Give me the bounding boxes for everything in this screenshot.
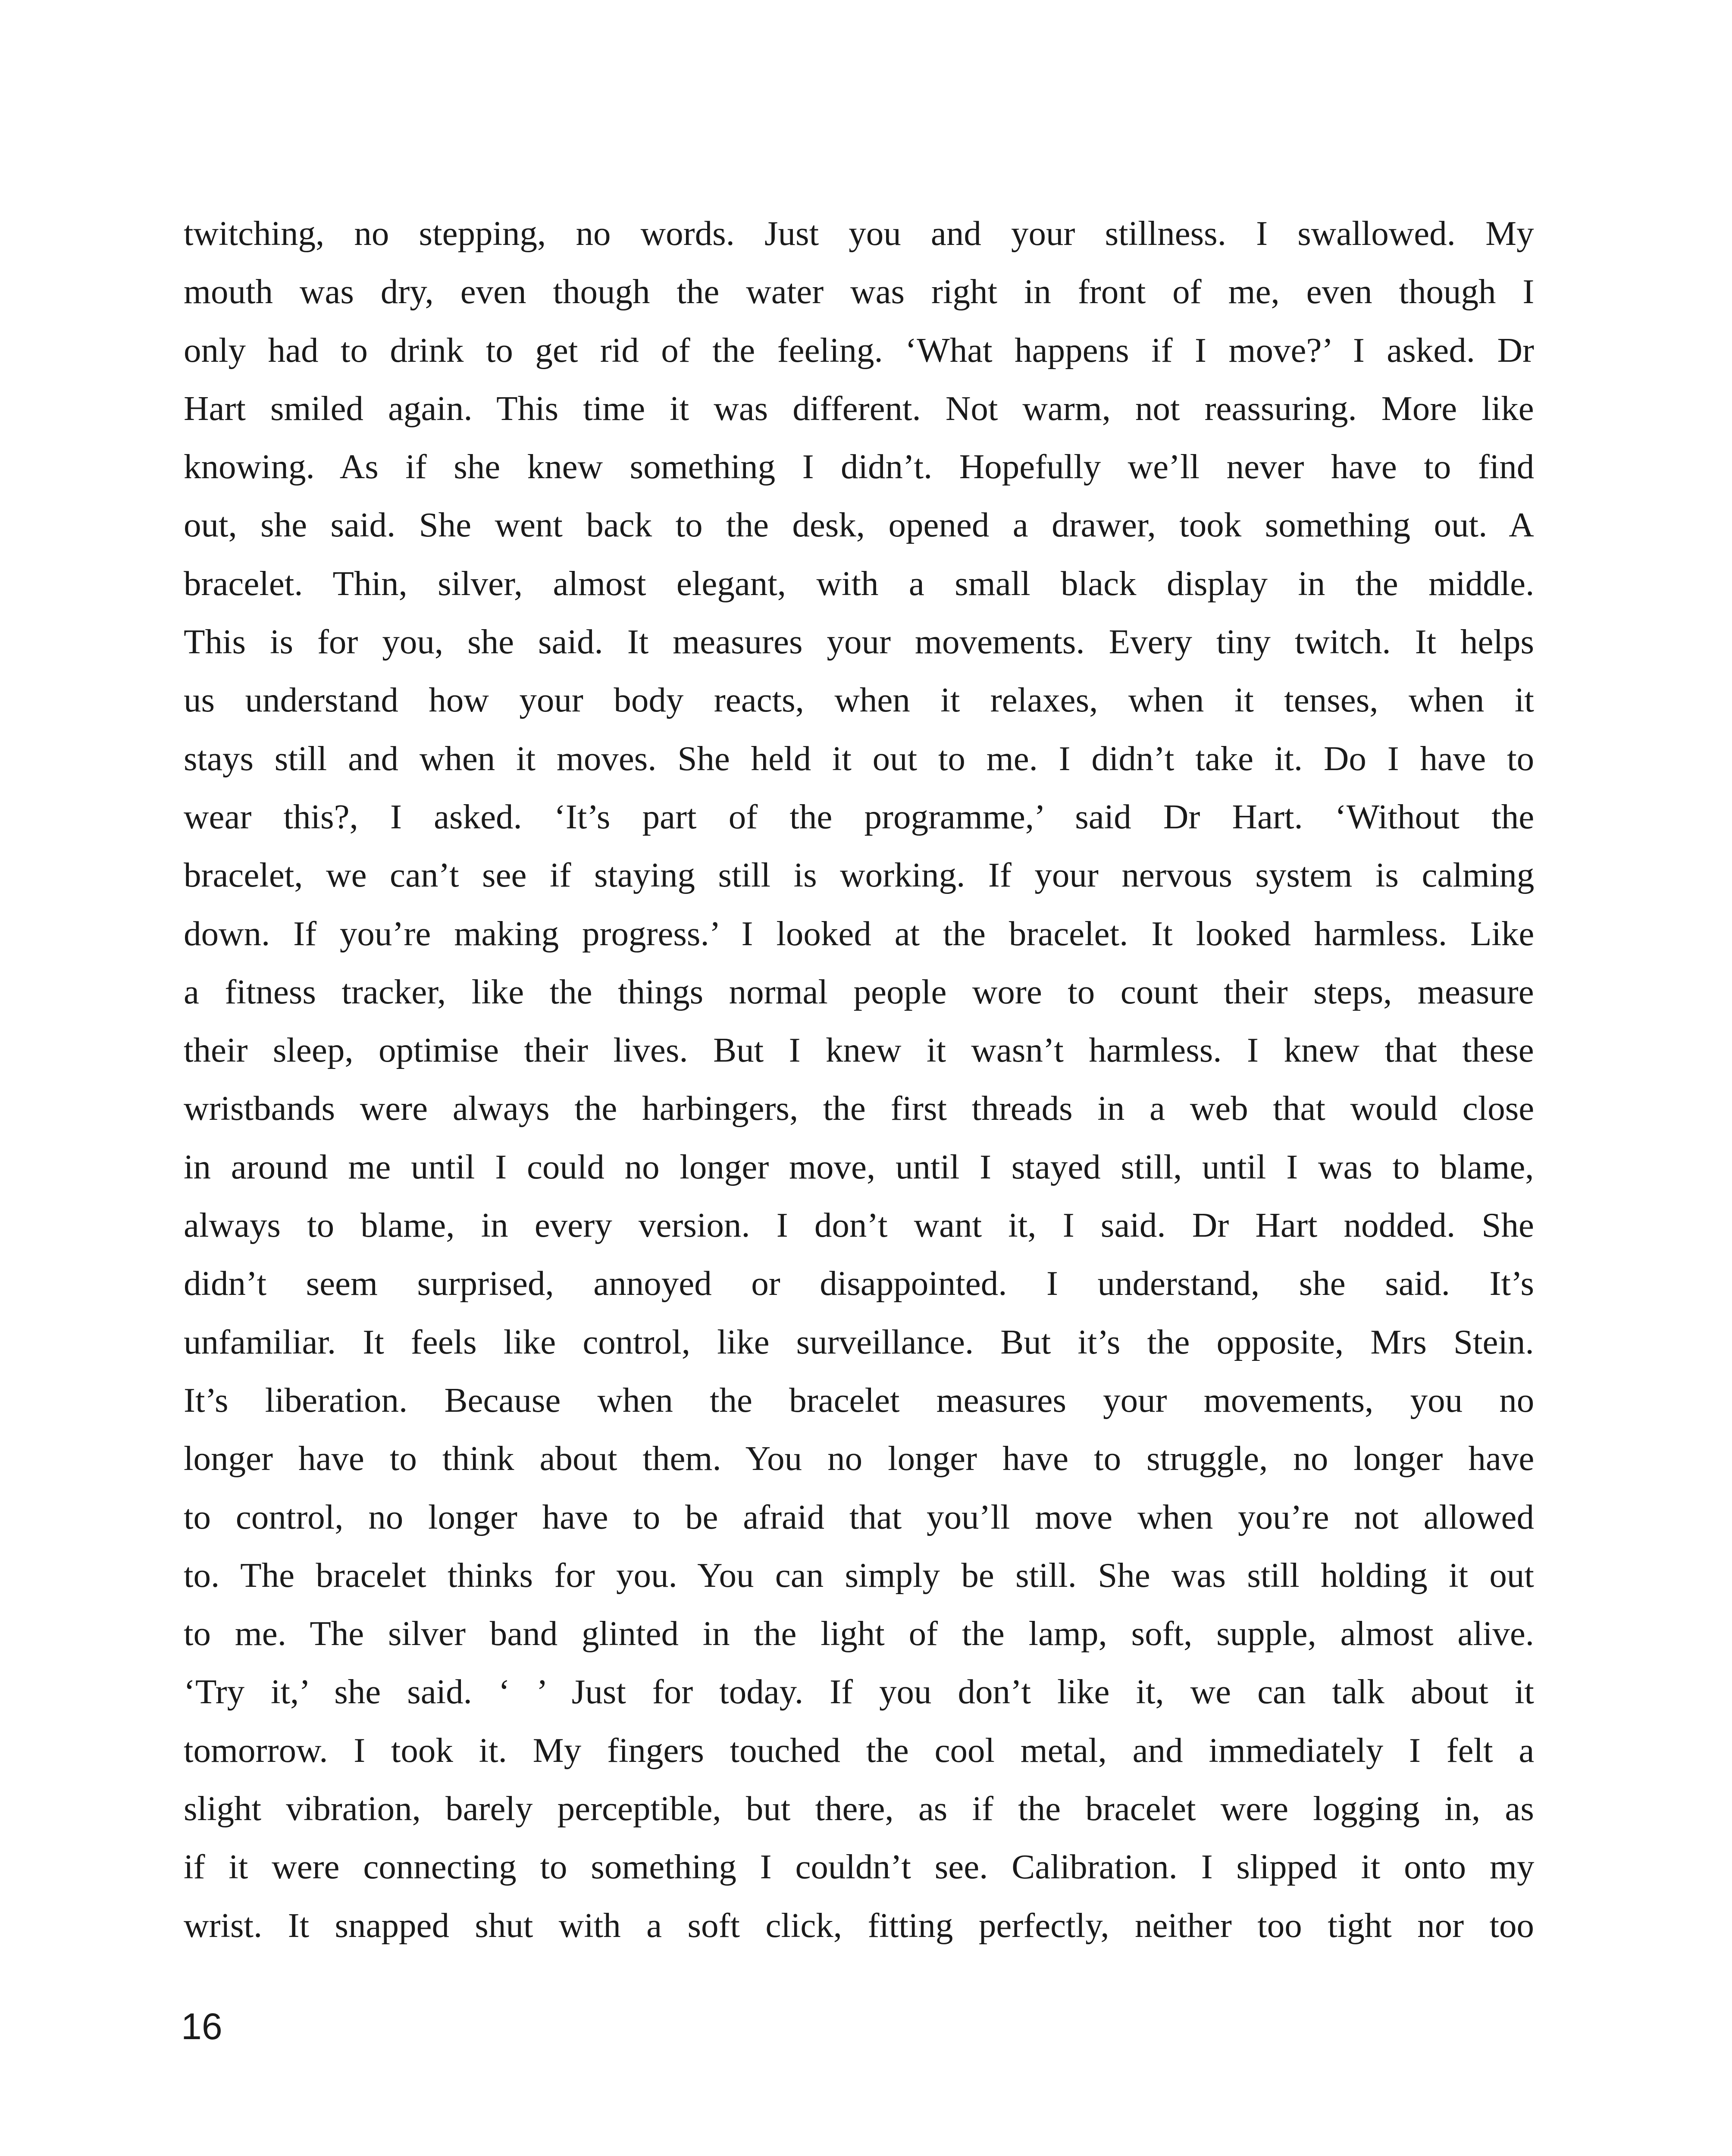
text-line: unfamiliar. It feels like control, like surveillance. But it’s the opposite, Mrs Stein. — [184, 1322, 1534, 1361]
text-line: bracelet, we can’t see if staying still is working. If your nervous system is calming — [184, 856, 1534, 895]
text-line: to control, no longer have to be afraid that you’ll move when you’re not allowed — [184, 1497, 1534, 1536]
text-line: out, she said. She went back to the desk, opened a drawer, took something out. A — [184, 505, 1534, 545]
text-line: in around me until I could no longer move, until I stayed still, until I was to blame, — [184, 1147, 1534, 1186]
text-line: longer have to think about them. You no longer have to struggle, no longer have — [184, 1439, 1534, 1478]
text-line: their sleep, optimise their lives. But I knew it wasn’t harmless. I knew that these — [184, 1031, 1534, 1070]
text-line: always to blame, in every version. I don’t want it, I said. Dr Hart nodded. She — [184, 1206, 1534, 1245]
text-line: slight vibration, barely perceptible, but there, as if the bracelet were logging in, as — [184, 1789, 1534, 1828]
text-line: mouth was dry, even though the water was right in front of me, even though I — [184, 272, 1534, 311]
page-number: 16 — [181, 2006, 222, 2047]
text-line: wristbands were always the harbingers, the first threads in a web that would close — [184, 1089, 1534, 1128]
text-line: if it were connecting to something I couldn’t see. Calibration. I slipped it onto my — [184, 1847, 1534, 1887]
text-line: only had to drink to get rid of the feeling. ‘What happens if I move?’ I asked. Dr — [184, 330, 1534, 370]
text-line: us understand how your body reacts, when it relaxes, when it tenses, when it — [184, 680, 1534, 720]
text-line: bracelet. Thin, silver, almost elegant, with a small black display in the middle. — [184, 564, 1534, 603]
text-line: tomorrow. I took it. My fingers touched the cool metal, and immediately I felt a — [184, 1730, 1534, 1770]
text-line: ‘Try it,’ she said. ‘ ’ Just for today. If you don’t like it, we can talk about it — [184, 1672, 1534, 1711]
text-line: wear this?, I asked. ‘It’s part of the programme,’ said Dr Hart. ‘Without the — [184, 797, 1534, 836]
text-line: to me. The silver band glinted in the light of the lamp, soft, supple, almost alive. — [184, 1614, 1534, 1653]
text-line: didn’t seem surprised, annoyed or disappointed. I understand, she said. It’s — [184, 1264, 1534, 1303]
text-line: stays still and when it moves. She held it out to me. I didn’t take it. Do I have to — [184, 739, 1534, 778]
body-text — [184, 204, 1534, 1955]
text-line: This is for you, she said. It measures your movements. Every tiny twitch. It helps — [184, 622, 1534, 661]
text-line: down. If you’re making progress.’ I looked at the bracelet. It looked harmless. Like — [184, 914, 1534, 953]
text-line: Hart smiled again. This time it was different. Not warm, not reassuring. More like — [184, 389, 1534, 428]
text-line: knowing. As if she knew something I didn’t. Hopefully we’ll never have to find — [184, 447, 1534, 486]
text-line: to. The bracelet thinks for you. You can simply be still. She was still holding it out — [184, 1555, 1534, 1595]
text-line: twitching, no stepping, no words. Just you and your stillness. I swallowed. My — [184, 214, 1534, 253]
text-line: wrist. It snapped shut with a soft click, fitting perfectly, neither too tight nor too — [184, 1905, 1534, 1945]
text-line: a fitness tracker, like the things normal people wore to count their steps, measure — [184, 972, 1534, 1011]
text-line: It’s liberation. Because when the bracelet measures your movements, you no — [184, 1380, 1534, 1420]
